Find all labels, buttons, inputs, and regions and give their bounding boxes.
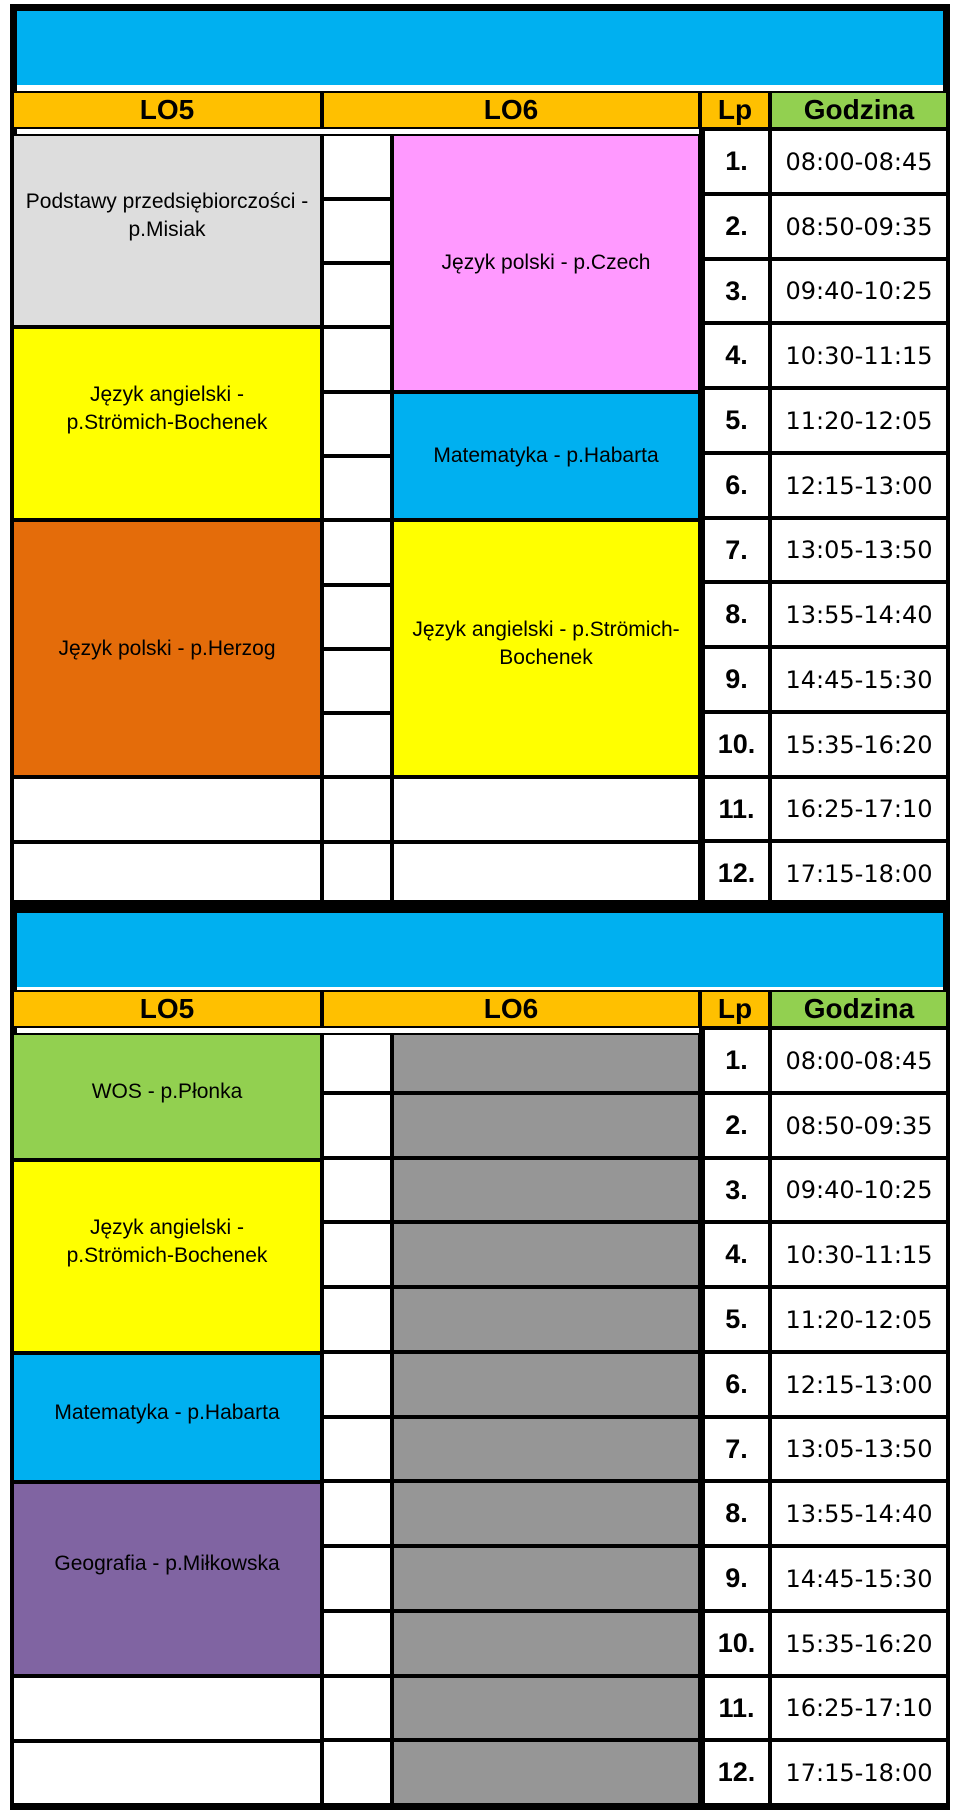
unavailable-cell xyxy=(392,1287,700,1352)
lesson-number: 2. xyxy=(703,1093,770,1158)
empty-cell xyxy=(322,1676,392,1740)
lesson-time: 15:35-16:20 xyxy=(770,1611,948,1676)
empty-cell xyxy=(322,520,392,585)
lesson-number: 1. xyxy=(703,129,770,194)
lesson-time: 14:45-15:30 xyxy=(770,1546,948,1611)
lesson-time: 15:35-16:20 xyxy=(770,712,948,777)
header-lo5: LO5 xyxy=(12,990,322,1028)
lesson-number: 9. xyxy=(703,1546,770,1611)
unavailable-cell xyxy=(392,1417,700,1481)
lesson-time: 12:15-13:00 xyxy=(770,453,948,518)
lesson-cell-lo6: Język polski - p.Czech xyxy=(392,134,700,392)
lesson-number: 1. xyxy=(703,1028,770,1093)
empty-cell xyxy=(322,842,392,906)
empty-cell xyxy=(322,392,392,456)
lesson-time: 09:40-10:25 xyxy=(770,1158,948,1222)
lesson-number: 7. xyxy=(703,1417,770,1481)
empty-cell xyxy=(322,777,392,842)
lesson-number: 10. xyxy=(703,712,770,777)
day-banner-1 xyxy=(17,11,943,85)
header-lo6: LO6 xyxy=(322,990,700,1028)
empty-cell xyxy=(322,1740,392,1805)
lesson-time: 16:25-17:10 xyxy=(770,1676,948,1740)
header-godzina: Godzina xyxy=(770,91,948,129)
lesson-time: 13:05-13:50 xyxy=(770,518,948,582)
empty-cell xyxy=(12,1741,322,1805)
empty-cell xyxy=(322,134,392,199)
lesson-time: 13:05-13:50 xyxy=(770,1417,948,1481)
empty-cell xyxy=(322,456,392,520)
empty-cell xyxy=(322,1481,392,1546)
empty-cell xyxy=(322,1033,392,1093)
lesson-time: 11:20-12:05 xyxy=(770,1287,948,1352)
lesson-cell-lo5: Język angielski - p.Strömich-Bochenek xyxy=(12,1160,322,1353)
lesson-cell-lo5: Język angielski - p.Strömich-Bochenek xyxy=(12,327,322,520)
unavailable-cell xyxy=(392,1611,700,1676)
lesson-cell-lo5: Język polski - p.Herzog xyxy=(12,520,322,777)
lesson-time: 13:55-14:40 xyxy=(770,582,948,647)
lesson-time: 08:50-09:35 xyxy=(770,1093,948,1158)
empty-cell xyxy=(322,649,392,713)
empty-cell xyxy=(322,263,392,327)
empty-cell xyxy=(12,842,322,906)
lesson-time: 10:30-11:15 xyxy=(770,323,948,388)
lesson-number: 5. xyxy=(703,1287,770,1352)
lesson-number: 6. xyxy=(703,1352,770,1417)
header-lp: Lp xyxy=(700,91,770,129)
lesson-time: 17:15-18:00 xyxy=(770,1740,948,1805)
lesson-number: 12. xyxy=(703,841,770,906)
unavailable-cell xyxy=(392,1740,700,1805)
lesson-number: 9. xyxy=(703,647,770,712)
empty-cell xyxy=(322,1158,392,1222)
lesson-number: 11. xyxy=(703,777,770,841)
lesson-time: 08:50-09:35 xyxy=(770,194,948,259)
unavailable-cell xyxy=(392,1093,700,1158)
header-lo5: LO5 xyxy=(12,91,322,129)
empty-cell xyxy=(322,1352,392,1417)
lesson-time: 08:00-08:45 xyxy=(770,1028,948,1093)
lesson-number: 12. xyxy=(703,1740,770,1805)
empty-cell xyxy=(322,1222,392,1287)
empty-cell xyxy=(392,777,700,842)
empty-cell xyxy=(322,1546,392,1611)
lesson-cell-lo6: Język angielski - p.Strömich-Bochenek xyxy=(392,520,700,777)
lesson-number: 3. xyxy=(703,1158,770,1222)
lesson-time: 12:15-13:00 xyxy=(770,1352,948,1417)
lesson-cell-lo5: Geografia - p.Miłkowska xyxy=(12,1482,322,1676)
empty-cell xyxy=(322,1417,392,1481)
empty-cell xyxy=(12,777,322,842)
empty-cell xyxy=(322,327,392,392)
empty-cell xyxy=(322,1287,392,1352)
unavailable-cell xyxy=(392,1546,700,1611)
empty-cell xyxy=(392,842,700,906)
lesson-time: 17:15-18:00 xyxy=(770,841,948,906)
lesson-number: 5. xyxy=(703,388,770,453)
unavailable-cell xyxy=(392,1158,700,1222)
empty-cell xyxy=(322,1611,392,1676)
header-godzina: Godzina xyxy=(770,990,948,1028)
header-lo6: LO6 xyxy=(322,91,700,129)
header-lp: Lp xyxy=(700,990,770,1028)
lesson-time: 10:30-11:15 xyxy=(770,1222,948,1287)
lesson-cell-lo5: WOS - p.Płonka xyxy=(12,1033,322,1160)
lesson-cell-lo5: Podstawy przedsiębiorczości - p.Misiak xyxy=(12,134,322,327)
empty-cell xyxy=(322,713,392,777)
unavailable-cell xyxy=(392,1676,700,1740)
unavailable-cell xyxy=(392,1222,700,1287)
empty-cell xyxy=(322,585,392,649)
lesson-time: 13:55-14:40 xyxy=(770,1481,948,1546)
empty-cell xyxy=(322,199,392,263)
empty-cell xyxy=(322,1093,392,1158)
lesson-time: 14:45-15:30 xyxy=(770,647,948,712)
lesson-number: 8. xyxy=(703,582,770,647)
lesson-number: 11. xyxy=(703,1676,770,1740)
day-banner-2 xyxy=(17,913,943,987)
lesson-number: 7. xyxy=(703,518,770,582)
unavailable-cell xyxy=(392,1033,700,1093)
lesson-time: 09:40-10:25 xyxy=(770,259,948,323)
unavailable-cell xyxy=(392,1352,700,1417)
lesson-number: 4. xyxy=(703,323,770,388)
lesson-number: 6. xyxy=(703,453,770,518)
lesson-cell-lo6: Matematyka - p.Habarta xyxy=(392,392,700,520)
lesson-time: 11:20-12:05 xyxy=(770,388,948,453)
unavailable-cell xyxy=(392,1481,700,1546)
lesson-number: 4. xyxy=(703,1222,770,1287)
empty-cell xyxy=(12,1676,322,1741)
lesson-time: 08:00-08:45 xyxy=(770,129,948,194)
lesson-cell-lo5: Matematyka - p.Habarta xyxy=(12,1353,322,1482)
lesson-time: 16:25-17:10 xyxy=(770,777,948,841)
lesson-number: 3. xyxy=(703,259,770,323)
lesson-number: 8. xyxy=(703,1481,770,1546)
lesson-number: 2. xyxy=(703,194,770,259)
lesson-number: 10. xyxy=(703,1611,770,1676)
